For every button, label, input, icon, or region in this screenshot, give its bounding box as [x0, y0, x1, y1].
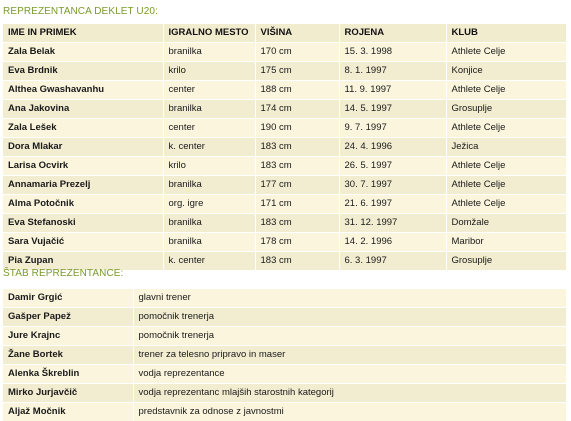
player-born: 9. 7. 1997: [339, 119, 446, 138]
players-header-row: [3, 24, 566, 43]
table-row: [3, 289, 566, 308]
header-name: IME IN PRIMEK: [3, 24, 163, 43]
player-position: branilka: [163, 176, 255, 195]
staff-name: Gašper Papež: [3, 308, 133, 327]
table-row: [3, 100, 566, 119]
player-club: Athlete Celje: [446, 176, 566, 195]
table-row: [3, 233, 566, 252]
header-club: KLUB: [446, 24, 566, 43]
player-position: branilka: [163, 233, 255, 252]
player-name: Alma Potočnik: [3, 195, 163, 214]
player-position: k. center: [163, 252, 255, 271]
player-club: Athlete Celje: [446, 119, 566, 138]
player-born: 15. 3. 1998: [339, 43, 446, 62]
player-height: 178 cm: [255, 233, 339, 252]
player-position: branilka: [163, 43, 255, 62]
player-name: Sara Vujačić: [3, 233, 163, 252]
player-name: Larisa Ocvirk: [3, 157, 163, 176]
player-name: Althea Gwashavanhu: [3, 81, 163, 100]
player-position: org. igre: [163, 195, 255, 214]
table-row: [3, 308, 566, 327]
player-club: Grosuplje: [446, 252, 566, 271]
player-height: 177 cm: [255, 176, 339, 195]
player-club: Konjice: [446, 62, 566, 81]
table-row: [3, 43, 566, 62]
table-row: [3, 176, 566, 195]
player-name: Eva Brdnik: [3, 62, 163, 81]
staff-table: [3, 288, 567, 421]
player-born: 14. 5. 1997: [339, 100, 446, 119]
players-table: [3, 24, 567, 270]
staff-role: trener za telesno pripravo in maser: [133, 346, 566, 365]
player-height: 171 cm: [255, 195, 339, 214]
table-row: [3, 157, 566, 176]
staff-name: Damir Grgić: [3, 289, 133, 308]
staff-role: pomočnik trenerja: [133, 327, 566, 346]
player-club: Domžale: [446, 214, 566, 233]
player-position: krilo: [163, 62, 255, 81]
player-height: 175 cm: [255, 62, 339, 81]
player-position: center: [163, 119, 255, 138]
table-row: [3, 403, 566, 421]
staff-name: Aljaž Močnik: [3, 403, 133, 421]
player-born: 14. 2. 1996: [339, 233, 446, 252]
staff-role: vodja reprezentanc mlajših starostnih kategorij: [133, 384, 566, 403]
player-position: k. center: [163, 138, 255, 157]
player-name: Dora Mlakar: [3, 138, 163, 157]
staff-role: predstavnik za odnose z javnostmi: [133, 403, 566, 421]
player-club: Athlete Celje: [446, 157, 566, 176]
player-club: Ježica: [446, 138, 566, 157]
player-born: 8. 1. 1997: [339, 62, 446, 81]
player-name: Annamaria Prezelj: [3, 176, 163, 195]
staff-section-title: ŠTAB REPREZENTANCE:: [3, 268, 123, 279]
player-position: branilka: [163, 100, 255, 119]
player-height: 170 cm: [255, 43, 339, 62]
player-name: Pia Zupan: [3, 252, 163, 271]
staff-role: vodja reprezentance: [133, 365, 566, 384]
table-row: [3, 119, 566, 138]
player-club: Athlete Celje: [446, 81, 566, 100]
player-born: 11. 9. 1997: [339, 81, 446, 100]
staff-name: Žane Bortek: [3, 346, 133, 365]
staff-name: Jure Krajnc: [3, 327, 133, 346]
player-born: 6. 3. 1997: [339, 252, 446, 271]
player-height: 174 cm: [255, 100, 339, 119]
table-row: [3, 62, 566, 81]
player-name: Eva Stefanoski: [3, 214, 163, 233]
staff-role: pomočnik trenerja: [133, 308, 566, 327]
team-section-title: REPREZENTANCA DEKLET U20:: [3, 6, 158, 17]
player-position: branilka: [163, 214, 255, 233]
player-born: 26. 5. 1997: [339, 157, 446, 176]
header-born: ROJENA: [339, 24, 446, 43]
player-name: Zala Lešek: [3, 119, 163, 138]
player-name: Zala Belak: [3, 43, 163, 62]
player-born: 21. 6. 1997: [339, 195, 446, 214]
player-height: 183 cm: [255, 252, 339, 271]
table-row: [3, 195, 566, 214]
player-height: 183 cm: [255, 157, 339, 176]
player-height: 188 cm: [255, 81, 339, 100]
player-club: Grosuplje: [446, 100, 566, 119]
table-row: [3, 138, 566, 157]
player-club: Athlete Celje: [446, 195, 566, 214]
player-name: Ana Jakovina: [3, 100, 163, 119]
staff-name: Alenka Škreblin: [3, 365, 133, 384]
player-club: Maribor: [446, 233, 566, 252]
player-born: 24. 4. 1996: [339, 138, 446, 157]
player-position: center: [163, 81, 255, 100]
player-height: 190 cm: [255, 119, 339, 138]
header-height: VIŠINA: [255, 24, 339, 43]
player-height: 183 cm: [255, 214, 339, 233]
header-position: IGRALNO MESTO: [163, 24, 255, 43]
staff-role: glavni trener: [133, 289, 566, 308]
table-row: [3, 214, 566, 233]
table-row: [3, 365, 566, 384]
table-row: [3, 327, 566, 346]
table-row: [3, 346, 566, 365]
table-row: [3, 81, 566, 100]
player-club: Athlete Celje: [446, 43, 566, 62]
player-born: 30. 7. 1997: [339, 176, 446, 195]
player-born: 31. 12. 1997: [339, 214, 446, 233]
staff-name: Mirko Jurjavčič: [3, 384, 133, 403]
player-height: 183 cm: [255, 138, 339, 157]
player-position: krilo: [163, 157, 255, 176]
table-row: [3, 384, 566, 403]
